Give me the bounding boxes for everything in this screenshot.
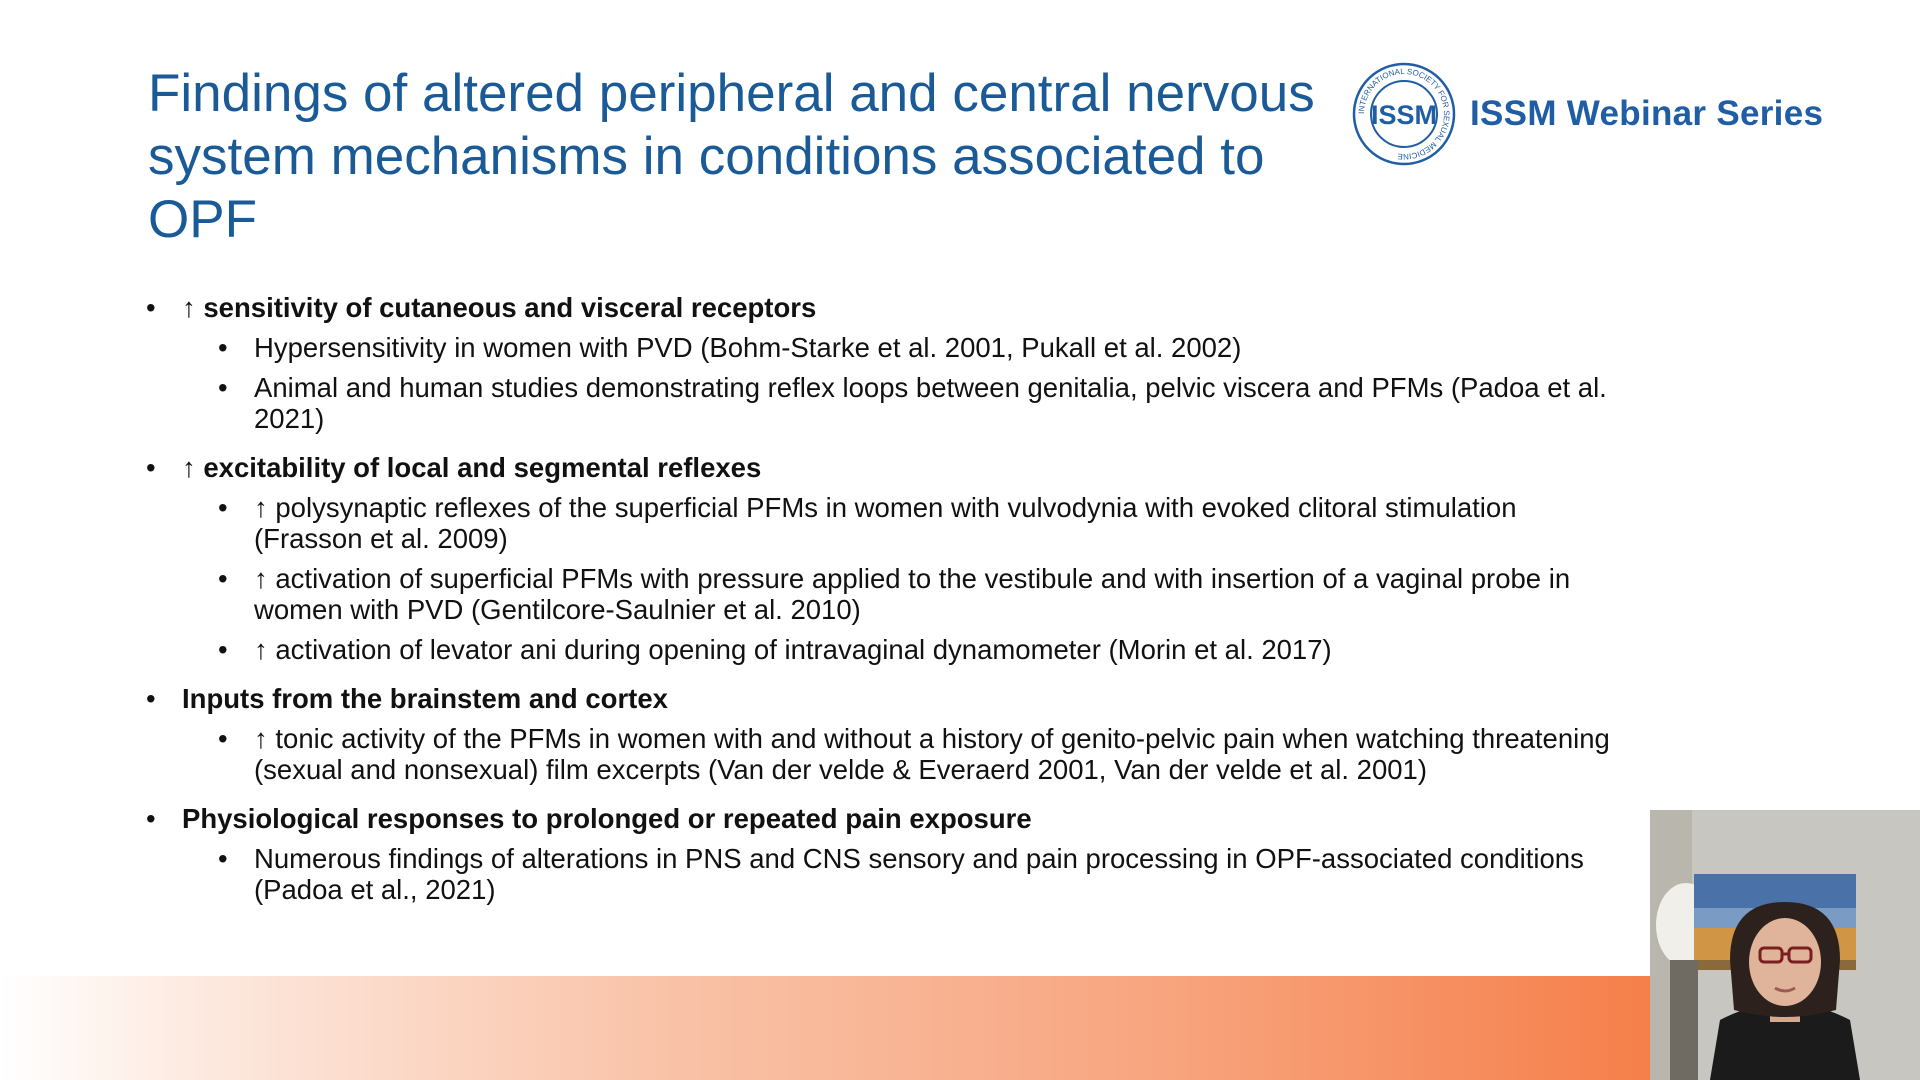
slide-content <box>146 292 1616 923</box>
sub-bullet-text: Animal and human studies demonstrating reflex loops between genitalia, pelvic viscera and PFMs (Padoa et al. 2021) <box>254 372 1607 434</box>
sub-bullet-text: Numerous findings of alterations in PNS and CNS sensory and pain processing in OPF-associated conditions (Padoa et al., 2021) <box>254 843 1584 905</box>
bullet-group <box>146 452 1616 665</box>
bullet-marker: • <box>146 452 156 483</box>
bullet-heading <box>146 292 1616 323</box>
bullet-marker: • <box>218 723 228 754</box>
sub-bullet <box>218 563 1616 625</box>
issm-logo <box>1352 62 1823 166</box>
bullet-group <box>146 803 1616 905</box>
bullet-group <box>146 292 1616 434</box>
sub-bullet-text: Hypersensitivity in women with PVD (Bohm-Starke et al. 2001, Pukall et al. 2002) <box>254 332 1242 363</box>
sub-bullet <box>218 843 1616 905</box>
presenter-webcam-video <box>1650 810 1920 1080</box>
decorative-gradient-band <box>0 976 1652 1080</box>
sub-bullet <box>218 332 1616 363</box>
bullet-heading-text: ↑ sensitivity of cutaneous and visceral receptors <box>182 292 817 323</box>
issm-seal-icon <box>1352 62 1456 166</box>
bullet-heading <box>146 683 1616 714</box>
webinar-series-label: ISSM Webinar Series <box>1470 94 1824 133</box>
bullet-marker: • <box>218 492 228 523</box>
sub-bullet <box>218 723 1616 785</box>
sub-bullet <box>218 492 1616 554</box>
bullet-marker: • <box>146 683 156 714</box>
bullet-marker: • <box>218 634 228 665</box>
bullet-heading-text: Physiological responses to prolonged or repeated pain exposure <box>182 803 1032 834</box>
sub-bullet <box>218 372 1616 434</box>
sub-bullet <box>218 634 1616 665</box>
sub-bullet-text: ↑ activation of levator ani during opening of intravaginal dynamometer (Morin et al. 2017) <box>254 634 1332 665</box>
sub-bullet-text: ↑ activation of superficial PFMs with pressure applied to the vestibule and with insertion of a vaginal probe in women with PVD (Gentilcore-Saulnier et al. 2010) <box>254 563 1571 625</box>
seal-ring-text: INTERNATIONAL SOCIETY FOR SEXUAL MEDICINE <box>1356 66 1452 162</box>
bullet-marker: • <box>218 563 228 594</box>
bullet-marker: • <box>218 843 228 874</box>
bullet-heading-text: Inputs from the brainstem and cortex <box>182 683 668 714</box>
sub-bullet-text: ↑ tonic activity of the PFMs in women with and without a history of genito-pelvic pain when watching threatening (sexual and nonsexual) film excerpts (Van der velde & Everaerd 2001, Van der velde et al. 2001) <box>254 723 1610 785</box>
sub-bullet-text: ↑ polysynaptic reflexes of the superficial PFMs in women with vulvodynia with evoked clitoral stimulation (Frasson et al. 2009) <box>254 492 1517 554</box>
presenter-illustration <box>1650 810 1920 1080</box>
bullet-heading <box>146 803 1616 834</box>
bullet-heading-text: ↑ excitability of local and segmental reflexes <box>182 452 762 483</box>
bullet-marker: • <box>146 803 156 834</box>
bullet-heading <box>146 452 1616 483</box>
bullet-marker: • <box>146 292 156 323</box>
bullet-group <box>146 683 1616 785</box>
bullet-marker: • <box>218 332 228 363</box>
bullet-marker: • <box>218 372 228 403</box>
seal-text: ISSM <box>1370 100 1438 130</box>
slide-title: Findings of altered peripheral and central nervous system mechanisms in conditions associated to OPF <box>148 64 1315 249</box>
